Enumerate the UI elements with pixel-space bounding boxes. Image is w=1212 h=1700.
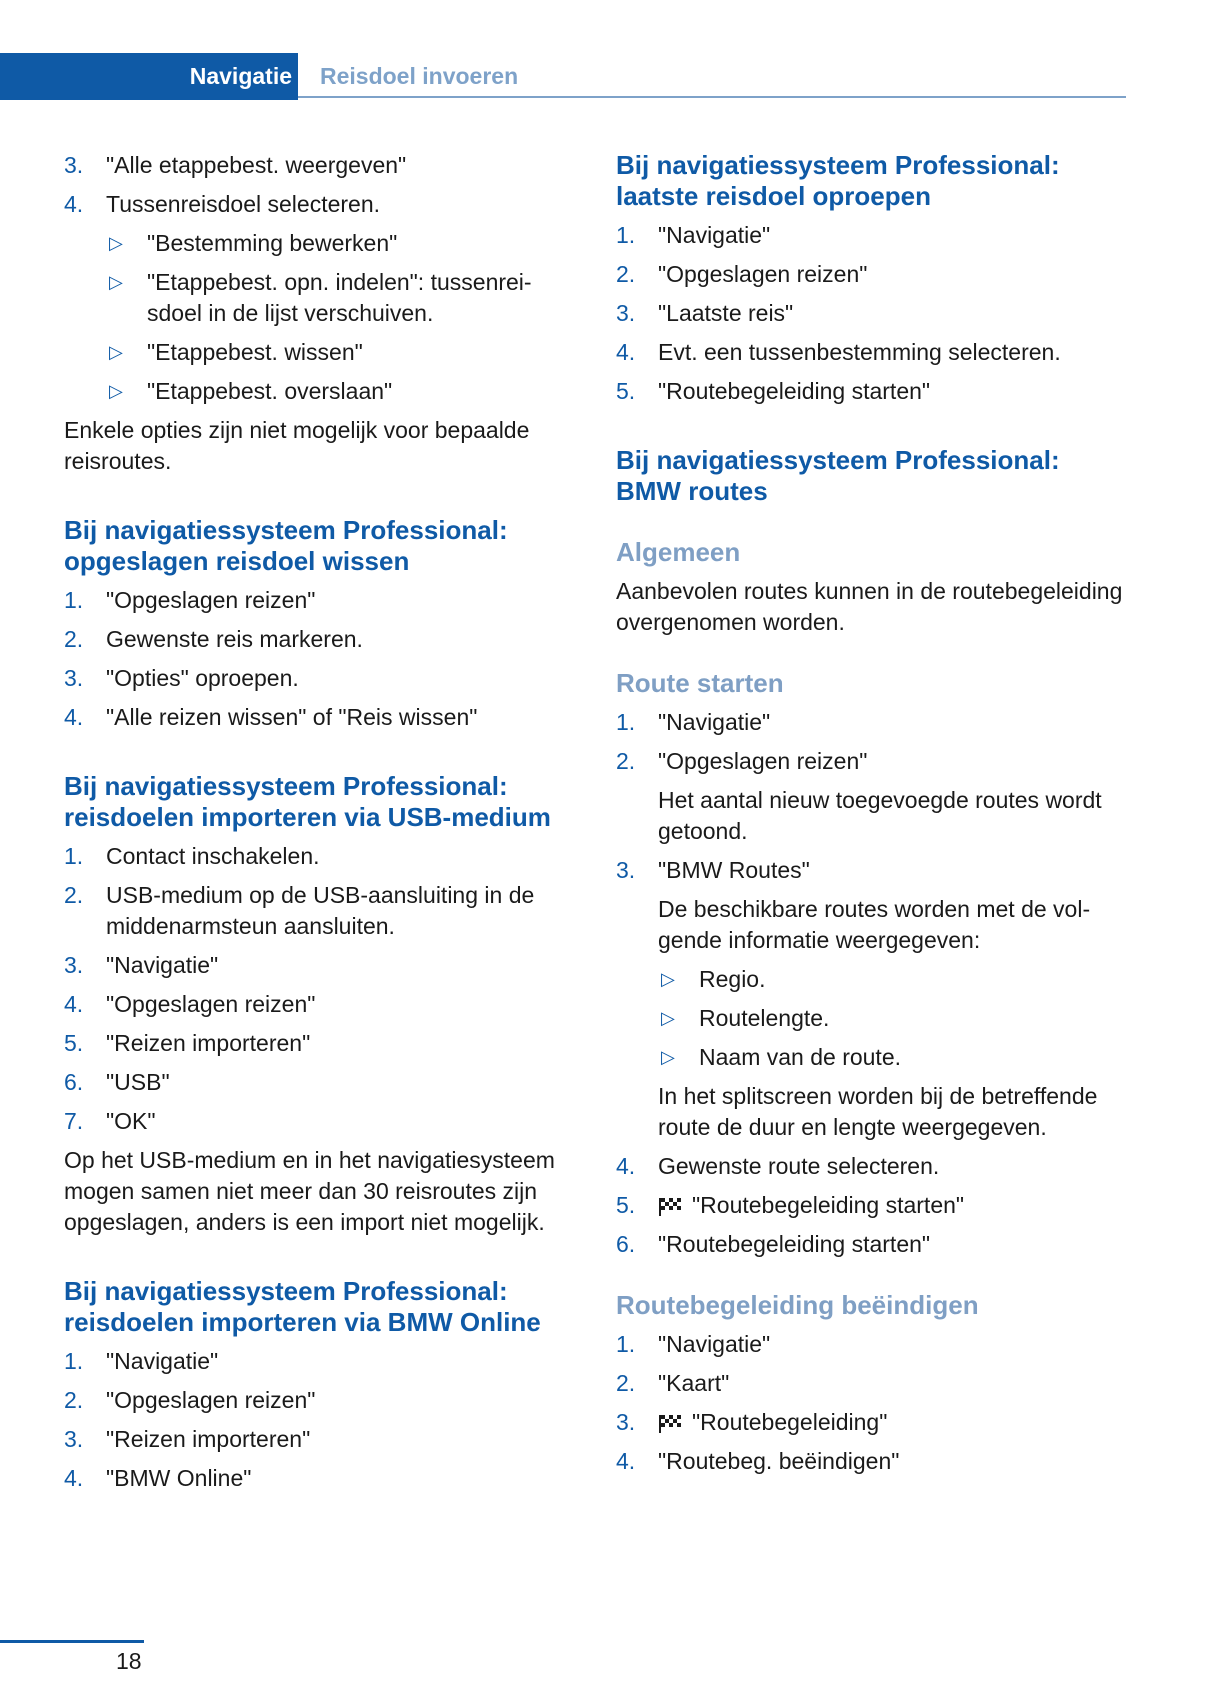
subsection-end-guidance [616,1290,1126,1477]
list-item: 3. "Reizen importeren" [64,1426,311,1452]
footer-rule [0,1640,144,1643]
subsection-heading: Routebegeleiding beëindigen [616,1290,979,1320]
section-heading: Bij navigatiessysteem Professional: BMW routes [616,445,1060,506]
bullet-icon: ▷ [661,1008,675,1028]
list-item: 4. "BMW Online" [64,1465,252,1491]
subsection-heading: Algemeen [616,537,741,567]
checkered-flag-icon [658,1196,684,1216]
bullet-item: ▷ Regio. [616,964,1126,995]
bullet-item: ▷ "Bestemming bewerken" [64,228,574,259]
subsection-heading: Route starten [616,668,784,698]
section-heading: Bij navigatiessysteem Professional: reisdoelen importeren via BMW Online [64,1276,541,1337]
list-item: 2. "Opgeslagen reizen" [64,1387,316,1413]
bullet-icon: ▷ [109,233,123,253]
section-bmw-routes [616,445,1126,1477]
list-item: 4. Evt. een tussenbestemming selecteren. [616,339,1061,365]
bullet-icon: ▷ [109,342,123,362]
list-item: 4. Gewenste route selecteren. [616,1153,940,1179]
bullet-item: ▷ Routelengte. [616,1003,1126,1034]
header-section-title: Navigatie [189,63,292,89]
bullet-item: ▷ "Etappebest. opn. indelen": tussenreisdoel in de lijst verschuiven. [109,269,532,326]
bullet-item: ▷ "Etappebest. wissen" [64,337,574,368]
bullet-icon: ▷ [109,381,123,401]
list-item: 3. "Opties" oproepen. [64,665,299,691]
list-item: 2. "Opgeslagen reizen" [616,748,868,774]
subsection-general [616,537,1126,638]
page-number: 18 [116,1648,142,1674]
step-note: De beschikbare routes worden met de volgende informatie weergegeven: [658,896,1091,953]
list-item: 1. "Navigatie" [616,709,771,735]
section-heading: Bij navigatiessysteem Professional: opgeslagen reisdoel wissen [64,515,508,576]
section-import-bmw-online [64,1276,574,1494]
list-item: 1. Contact inschakelen. [64,843,320,869]
list-item: 4. "Routebeg. beëindigen" [616,1448,900,1474]
header-chapter-title: Reisdoel invoeren [320,63,519,89]
list-item: 2. "Kaart" [616,1370,730,1396]
list-item: 3. "BMW Routes" [616,857,810,883]
bullet-item: ▷ Naam van de route. [616,1042,1126,1073]
step-note: Het aantal nieuw toegevoegde routes wordt getoond. [658,787,1102,844]
section-import-usb [64,771,574,1238]
list-item: 2. "Opgeslagen reizen" [616,261,868,287]
header-rule [298,96,1126,98]
list-item: 3. "Alle etappebest. weergeven" [64,152,407,178]
list-item: 3. "Laatste reis" [616,300,794,326]
list-item: 3. "Routebegeleiding" [616,1409,888,1435]
list-item: 1. "Navigatie" [616,1331,771,1357]
bullet-icon: ▷ [109,272,123,292]
list-item: 6. "USB" [64,1069,170,1095]
list-item: 6. "Routebegeleiding starten" [616,1231,931,1257]
section-delete-destination [64,515,574,733]
bullet-item: ▷ "Etappebest. overslaan" [64,376,574,407]
checkered-flag-icon [658,1413,684,1433]
paragraph: Enkele opties zijn niet mogelijk voor bepaalde reisroutes. [64,417,530,474]
left-column [64,150,574,1502]
list-item: 1. "Opgeslagen reizen" [64,587,316,613]
bullet-icon: ▷ [661,1047,675,1067]
paragraph: Op het USB-medium en in het navigatiesysteem mogen samen niet meer dan 30 reisroutes zijn opgeslagen, anders is een import niet mogelijk. [64,1147,555,1235]
subsection-route-start [616,668,1126,1260]
list-item: 4. "Alle reizen wissen" of "Reis wissen" [64,704,478,730]
list-item: 5. "Reizen importeren" [64,1030,311,1056]
list-item: 1. "Navigatie" [64,1348,219,1374]
list-item: 7. "OK" [64,1108,156,1134]
section-heading: Bij navigatiessysteem Professional: laatste reisdoel oproepen [616,150,1060,211]
list-item: 5. "Routebegeleiding starten" [616,1192,965,1218]
list-item: 4. Tussenreisdoel selecteren. [64,191,381,217]
list-item: 4. "Opgeslagen reizen" [64,991,316,1017]
list-item: 1. "Navigatie" [616,222,771,248]
section-last-destination [616,150,1126,407]
section-heading: Bij navigatiessysteem Professional: reisdoelen importeren via USB-medium [64,771,551,832]
right-column [616,150,1126,1485]
paragraph: Aanbevolen routes kunnen in de routebegeleiding overgenomen worden. [616,578,1123,635]
bullet-icon: ▷ [661,969,675,989]
list-item: 5. "Routebegeleiding starten" [616,378,931,404]
list-item: 3. "Navigatie" [64,952,219,978]
list-item: 2. USB-medium op de USB-aansluiting in de middenarmsteun aansluiten. [64,882,535,939]
list-item: 2. Gewenste reis markeren. [64,626,363,652]
step-note: In het splitscreen worden bij de betreffende route de duur en lengte weergegeven. [658,1083,1098,1140]
